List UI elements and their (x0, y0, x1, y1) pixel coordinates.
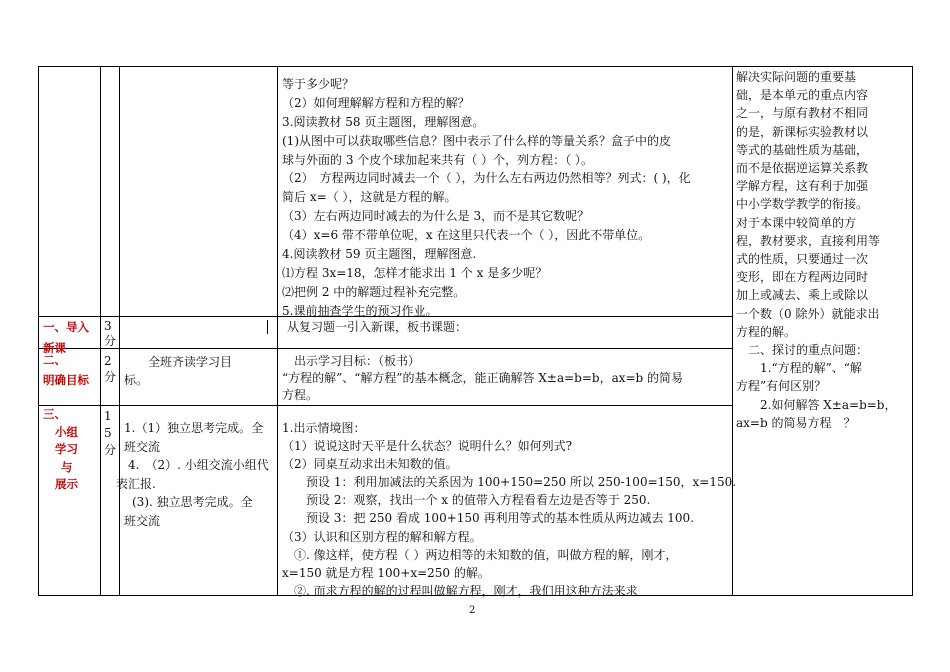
lesson-line: 3.阅读教材 58 页主题图，理解图意。 (282, 114, 485, 129)
activity-line: 4. （2）. 小组交流小组代 (116, 458, 269, 472)
section-label-line: 小组 (55, 424, 78, 439)
note-line: 的是，新课标实验教材以 (736, 124, 869, 139)
lesson-line: 4.阅读教材 59 页主题图，理解图意. (282, 247, 477, 262)
lesson-line: 简后 x=（ ），这就是方程的解。 (282, 190, 457, 205)
activity-line: （2）同桌互动求出未知数的值。 (282, 457, 458, 472)
time-line: 5 (104, 426, 112, 440)
note-line: 而不是依据逆运算关系教 (736, 161, 869, 176)
note-line: 方程的解。 (736, 324, 797, 339)
activity-line: ①. 像这样，使方程（ ）两边相等的未知数的值，叫做方程的解，刚才， (282, 547, 678, 562)
section-label-line: 新课 (43, 341, 66, 355)
time-line: 分 (104, 443, 117, 457)
activity-line: 从复习题一引入新课，板书课题： (287, 320, 468, 334)
section-label-line: 一、导入 (43, 320, 89, 334)
lesson-line: 5.课前抽查学生的预习作业。 (282, 303, 438, 318)
section-time-intro (104, 319, 116, 349)
note-line: 2.如何解答 X±a=b=b， (736, 397, 897, 412)
activity-line: x=150 就是方程 100+x=250 的解。 (282, 565, 490, 580)
activity-line: 预设 3：把 250 看成 100+150 再利用等式的基本性质从两边减去 100. (282, 511, 695, 526)
note-line: 一个数（0 除外）就能求出 (736, 306, 880, 321)
activity-line: 方程。 (282, 388, 319, 402)
section-label-line: 三、 (43, 407, 66, 421)
lesson-line: (1)从图中可以获取哪些信息？图中表示了什么样的等量关系？盒子中的皮 (282, 133, 672, 148)
section-time-goals (104, 353, 116, 385)
note-line: 之一，与原有教材不相同 (736, 106, 869, 121)
note-line: ax=b 的简易方程 ？ (736, 415, 856, 430)
teacher-activity-goals (282, 353, 683, 404)
time-line: 3 (104, 319, 112, 333)
lesson-plan-table (38, 66, 913, 596)
note-line: 对于本课中较简单的方 (736, 215, 857, 230)
lesson-line: （2） 方程两边同时减去一个（ ），为什么左右两边仍然相等？列式：( )，化 (282, 171, 691, 186)
table-border-left (38, 66, 39, 596)
activity-line: 标。 (124, 373, 149, 387)
text-cursor (267, 320, 268, 334)
activity-line: 1.出示情境图： (282, 421, 366, 435)
activity-line: ②. 而求方程的解的过程叫做解方程，刚才，我们用这种方法来求 (282, 583, 638, 598)
lesson-line: ⑴方程 3x=18，怎样才能求出 1 个 x 是多少呢？ (282, 265, 548, 280)
table-row-divider-3 (38, 405, 732, 406)
table-border-top (38, 66, 913, 67)
time-line: 分 (104, 370, 117, 384)
lesson-line: （3）左右两边同时减去的为什么是 3，而不是其它数呢？ (282, 209, 590, 224)
time-line: 分 (104, 334, 117, 348)
activity-line: 全班齐读学习目 (124, 355, 233, 369)
note-line: 程，教材要求，直接利用等 (736, 233, 881, 248)
section-label-line: 展示 (55, 477, 78, 491)
note-line: 变形，即在方程两边同时 (736, 270, 869, 285)
activity-line: （3）认识和区别方程的解和解方程。 (282, 529, 482, 544)
teacher-activity-group-study (282, 419, 736, 600)
student-activity-goals (124, 353, 232, 389)
lesson-line: （2）如何理解解方程和方程的解？ (282, 95, 470, 110)
section-label-goals (43, 350, 89, 390)
activity-line: 出示学习目标：（板书） (282, 354, 421, 368)
note-line: 解决实际问题的重要基 (736, 70, 857, 84)
note-line: 1.“方程的解”、“解 (736, 361, 862, 376)
lesson-line: 球与外面的 3 个皮个球加起来共有（ ）个，列方程：（ ）。 (282, 152, 593, 167)
table-col-divider-3 (277, 66, 278, 596)
table-border-right (912, 66, 913, 596)
note-line: 础，是本单元的重点内容 (736, 88, 869, 103)
lesson-line: 等于多少呢？ (282, 77, 355, 91)
note-line: 方程”有何区别？ (736, 379, 827, 394)
activity-line: 预设 1：利用加减法的关系因为 100+150=250 所以 250-100=150，x=150. (282, 475, 737, 490)
note-line: 中小学数学教学的衔接。 (736, 197, 869, 212)
activity-line: “方程的解”、“解方程”的基本概念，能正确解答 X±a=b=b，ax=b 的简易 (282, 371, 684, 385)
note-line: 加上或减去、乘上或除以 (736, 288, 869, 303)
activity-line: 表汇报. (116, 476, 156, 491)
activity-line: 预设 2：观察，找出一个 x 的值带入方程看看左边是否等于 250. (282, 493, 651, 508)
activity-line: 班交流 (124, 439, 161, 454)
note-line: 式的性质，只要通过一次 (736, 252, 869, 267)
section-label-line: 明确目标 (43, 373, 89, 387)
section-label-line: 学习 (55, 442, 78, 456)
section-time-group-study (104, 408, 116, 459)
table-col-divider-2 (119, 66, 120, 596)
lesson-line: （4）x=6 带不带单位呢，x 在这里只代表一个（ ），因此不带单位。 (282, 228, 651, 243)
time-line: 1 (104, 409, 112, 423)
teacher-activity-intro (287, 319, 467, 336)
activity-line: （1）说说这时天平是什么状态？说明什么？如何列式? (282, 439, 573, 454)
table-row-divider-2 (38, 348, 732, 349)
table-col-divider-1 (100, 66, 101, 596)
time-line: 2 (104, 354, 112, 368)
lesson-process-top (282, 76, 691, 322)
lesson-line: ⑵把例 2 中的解题过程补充完整。 (282, 284, 466, 299)
page-number: 2 (469, 605, 476, 616)
student-activity-group-study (116, 419, 269, 530)
section-label-group-study (43, 406, 78, 494)
note-line: 等式的基础性质为基础， (736, 142, 869, 157)
section-label-line: 二、 (43, 353, 66, 367)
activity-line: (3). 独立思考完成。全 (120, 495, 253, 509)
activity-line: 1.（1）独立思考完成。全 (124, 421, 264, 435)
design-notes (736, 68, 897, 432)
section-label-line: 与 (61, 459, 73, 474)
note-line: 二、探讨的重点问题： (736, 343, 869, 358)
note-line: 学解方程，这有利于加强 (736, 179, 869, 194)
activity-line: 班交流 (124, 513, 161, 528)
